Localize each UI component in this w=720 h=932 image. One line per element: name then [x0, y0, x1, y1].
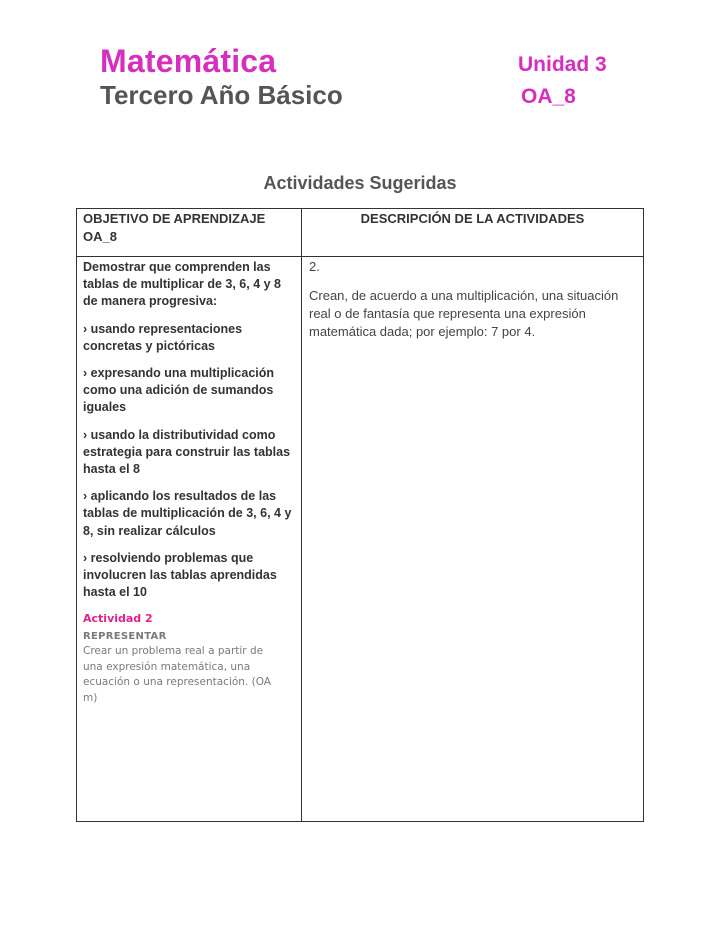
objective-item: › aplicando los resultados de las tablas de multiplicación de 3, 6, 4 y 8, sin realizar cálculos: [83, 489, 292, 538]
objective-header: OBJETIVO DE APRENDIZAJE OA_8: [77, 209, 302, 257]
description-text: Crean, de acuerdo a una multiplicación, una situación real o de fantasía que representa una expresión matemática dada; por ejemplo: 7 por 4.: [309, 288, 619, 339]
table-body-row: [77, 257, 644, 822]
activity-category: REPRESENTAR: [83, 631, 167, 643]
objective-item: › usando la distributividad como estrategia para construir las tablas hasta el 8: [83, 427, 291, 477]
description-number: 2.: [309, 259, 320, 274]
objective-item: › expresando una multiplicación como una adición de sumandos iguales: [83, 366, 275, 415]
objective-item: › resolviendo problemas que involucren las tablas aprendidas hasta el 10: [83, 550, 277, 600]
objective-item: › usando representaciones concretas y pictóricas: [83, 321, 243, 353]
activity-label: Actividad 2: [83, 612, 153, 626]
subject-title: Matemática: [100, 43, 277, 79]
section-title: Actividades Sugeridas: [263, 173, 457, 193]
grade-title: Tercero Año Básico: [100, 80, 343, 110]
description-cell: [302, 257, 644, 822]
description-header: DESCRIPCIÓN DE LA ACTIVIDADES: [302, 209, 644, 257]
activities-table: [76, 208, 644, 822]
oa-label: OA_8: [521, 85, 576, 108]
table-header-row: [77, 209, 644, 257]
activity-description: Crear un problema real a partir de una expresión matemática, una ecuación o una representación. (OA m): [83, 645, 271, 704]
objective-intro: Demostrar que comprenden las tablas de multiplicar de 3, 6, 4 y 8 de manera progresiva:: [83, 260, 281, 309]
objective-cell: [77, 257, 302, 822]
activity-box: [83, 611, 295, 706]
unit-label: Unidad 3: [518, 53, 607, 76]
